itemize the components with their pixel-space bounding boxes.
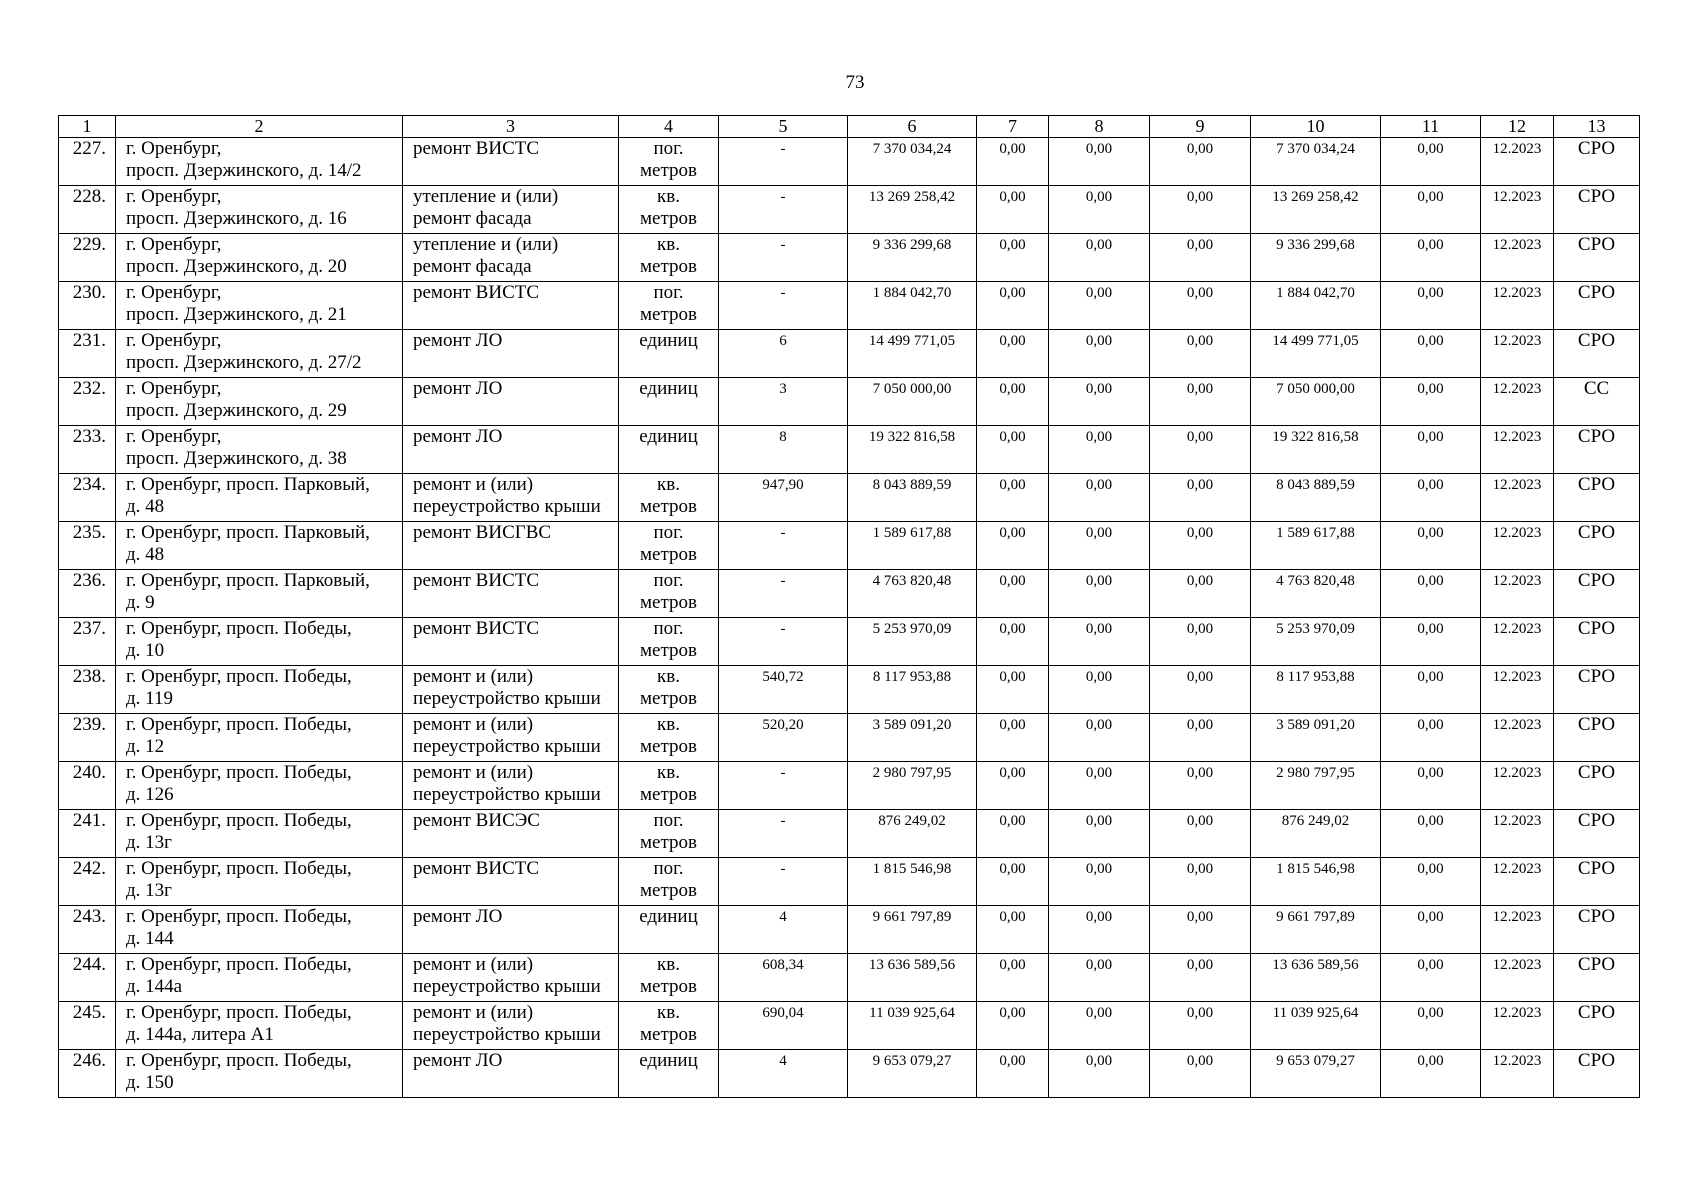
table-row: [59, 186, 1640, 234]
work-type-cell: ремонт ВИСТС: [403, 618, 619, 666]
column-number-6: 6: [848, 116, 977, 138]
unit-cell: пог. метров: [619, 282, 719, 330]
local-budget-cell: 0,00: [1150, 618, 1251, 666]
other-sources-cell: 0,00: [1381, 474, 1481, 522]
unit-cell: кв. метров: [619, 474, 719, 522]
column-number-7: 7: [977, 116, 1049, 138]
funding-method-cell: СРО: [1554, 762, 1640, 810]
fund-cell: 0,00: [977, 714, 1049, 762]
total-cost-cell: 8 117 953,88: [848, 666, 977, 714]
funding-method-cell: СС: [1554, 378, 1640, 426]
table-row: [59, 666, 1640, 714]
address-cell: г. Оренбург, просп. Победы, д. 12: [116, 714, 403, 762]
address-cell: г. Оренбург, просп. Победы, д. 144а: [116, 954, 403, 1002]
work-type-cell: ремонт и (или) переустройство крыши: [403, 1002, 619, 1050]
work-type-cell: утепление и (или) ремонт фасада: [403, 234, 619, 282]
page-number: 73: [845, 72, 865, 93]
row-number-cell: 232.: [59, 378, 116, 426]
row-number-cell: 245.: [59, 1002, 116, 1050]
completion-date-cell: 12.2023: [1481, 234, 1554, 282]
row-number-cell: 246.: [59, 1050, 116, 1098]
work-type-cell: ремонт ВИСТС: [403, 138, 619, 186]
address-cell: г. Оренбург, просп. Дзержинского, д. 16: [116, 186, 403, 234]
completion-date-cell: 12.2023: [1481, 666, 1554, 714]
quantity-cell: -: [719, 570, 848, 618]
total-cost-cell: 1 884 042,70: [848, 282, 977, 330]
other-sources-cell: 0,00: [1381, 282, 1481, 330]
row-number-cell: 242.: [59, 858, 116, 906]
column-number-4: 4: [619, 116, 719, 138]
completion-date-cell: 12.2023: [1481, 522, 1554, 570]
row-number-cell: 237.: [59, 618, 116, 666]
regional-budget-cell: 0,00: [1049, 138, 1150, 186]
total-cost-cell: 19 322 816,58: [848, 426, 977, 474]
table-row: [59, 618, 1640, 666]
table-row: [59, 282, 1640, 330]
address-cell: г. Оренбург, просп. Победы, д. 150: [116, 1050, 403, 1098]
row-number-cell: 234.: [59, 474, 116, 522]
funding-method-cell: СРО: [1554, 666, 1640, 714]
table-row: [59, 906, 1640, 954]
row-number-cell: 233.: [59, 426, 116, 474]
funding-method-cell: СРО: [1554, 138, 1640, 186]
row-number-cell: 238.: [59, 666, 116, 714]
owners-funds-cell: 7 370 034,24: [1251, 138, 1381, 186]
regional-budget-cell: 0,00: [1049, 714, 1150, 762]
local-budget-cell: 0,00: [1150, 810, 1251, 858]
other-sources-cell: 0,00: [1381, 762, 1481, 810]
table-row: [59, 858, 1640, 906]
owners-funds-cell: 876 249,02: [1251, 810, 1381, 858]
fund-cell: 0,00: [977, 282, 1049, 330]
row-number-cell: 244.: [59, 954, 116, 1002]
fund-cell: 0,00: [977, 426, 1049, 474]
funding-method-cell: СРО: [1554, 858, 1640, 906]
completion-date-cell: 12.2023: [1481, 138, 1554, 186]
other-sources-cell: 0,00: [1381, 138, 1481, 186]
address-cell: г. Оренбург, просп. Победы, д. 144а, литера А1: [116, 1002, 403, 1050]
other-sources-cell: 0,00: [1381, 618, 1481, 666]
work-type-cell: ремонт ВИСТС: [403, 858, 619, 906]
owners-funds-cell: 14 499 771,05: [1251, 330, 1381, 378]
unit-cell: единиц: [619, 906, 719, 954]
local-budget-cell: 0,00: [1150, 282, 1251, 330]
fund-cell: 0,00: [977, 474, 1049, 522]
quantity-cell: 947,90: [719, 474, 848, 522]
quantity-cell: -: [719, 234, 848, 282]
local-budget-cell: 0,00: [1150, 666, 1251, 714]
unit-cell: единиц: [619, 426, 719, 474]
table-row: [59, 810, 1640, 858]
completion-date-cell: 12.2023: [1481, 282, 1554, 330]
completion-date-cell: 12.2023: [1481, 906, 1554, 954]
column-number-12: 12: [1481, 116, 1554, 138]
total-cost-cell: 1 815 546,98: [848, 858, 977, 906]
regional-budget-cell: 0,00: [1049, 234, 1150, 282]
fund-cell: 0,00: [977, 234, 1049, 282]
unit-cell: кв. метров: [619, 714, 719, 762]
owners-funds-cell: 8 043 889,59: [1251, 474, 1381, 522]
unit-cell: кв. метров: [619, 954, 719, 1002]
row-number-cell: 243.: [59, 906, 116, 954]
local-budget-cell: 0,00: [1150, 138, 1251, 186]
unit-cell: кв. метров: [619, 762, 719, 810]
table-row: [59, 234, 1640, 282]
table-row: [59, 762, 1640, 810]
address-cell: г. Оренбург, просп. Победы, д. 119: [116, 666, 403, 714]
unit-cell: пог. метров: [619, 138, 719, 186]
regional-budget-cell: 0,00: [1049, 522, 1150, 570]
fund-cell: 0,00: [977, 858, 1049, 906]
funding-method-cell: СРО: [1554, 714, 1640, 762]
quantity-cell: -: [719, 186, 848, 234]
column-number-5: 5: [719, 116, 848, 138]
regional-budget-cell: 0,00: [1049, 618, 1150, 666]
quantity-cell: -: [719, 522, 848, 570]
funding-method-cell: СРО: [1554, 186, 1640, 234]
table-row: [59, 474, 1640, 522]
table-row: [59, 378, 1640, 426]
regional-budget-cell: 0,00: [1049, 810, 1150, 858]
regional-budget-cell: 0,00: [1049, 666, 1150, 714]
completion-date-cell: 12.2023: [1481, 186, 1554, 234]
other-sources-cell: 0,00: [1381, 1050, 1481, 1098]
column-number-9: 9: [1150, 116, 1251, 138]
address-cell: г. Оренбург, просп. Парковый, д. 48: [116, 522, 403, 570]
quantity-cell: -: [719, 138, 848, 186]
local-budget-cell: 0,00: [1150, 522, 1251, 570]
unit-cell: единиц: [619, 330, 719, 378]
fund-cell: 0,00: [977, 1002, 1049, 1050]
total-cost-cell: 7 370 034,24: [848, 138, 977, 186]
local-budget-cell: 0,00: [1150, 714, 1251, 762]
regional-budget-cell: 0,00: [1049, 954, 1150, 1002]
local-budget-cell: 0,00: [1150, 954, 1251, 1002]
unit-cell: пог. метров: [619, 810, 719, 858]
owners-funds-cell: 5 253 970,09: [1251, 618, 1381, 666]
regional-budget-cell: 0,00: [1049, 426, 1150, 474]
local-budget-cell: 0,00: [1150, 570, 1251, 618]
address-cell: г. Оренбург, просп. Победы, д. 126: [116, 762, 403, 810]
completion-date-cell: 12.2023: [1481, 330, 1554, 378]
fund-cell: 0,00: [977, 906, 1049, 954]
row-number-cell: 228.: [59, 186, 116, 234]
work-type-cell: ремонт ЛО: [403, 1050, 619, 1098]
local-budget-cell: 0,00: [1150, 1002, 1251, 1050]
work-type-cell: ремонт и (или) переустройство крыши: [403, 762, 619, 810]
other-sources-cell: 0,00: [1381, 714, 1481, 762]
work-type-cell: ремонт ВИСГВС: [403, 522, 619, 570]
row-number-cell: 229.: [59, 234, 116, 282]
fund-cell: 0,00: [977, 762, 1049, 810]
funding-method-cell: СРО: [1554, 282, 1640, 330]
fund-cell: 0,00: [977, 138, 1049, 186]
other-sources-cell: 0,00: [1381, 954, 1481, 1002]
total-cost-cell: 14 499 771,05: [848, 330, 977, 378]
address-cell: г. Оренбург, просп. Дзержинского, д. 14/2: [116, 138, 403, 186]
work-type-cell: ремонт ВИСЭС: [403, 810, 619, 858]
quantity-cell: -: [719, 858, 848, 906]
work-type-cell: ремонт и (или) переустройство крыши: [403, 666, 619, 714]
completion-date-cell: 12.2023: [1481, 954, 1554, 1002]
funding-method-cell: СРО: [1554, 474, 1640, 522]
completion-date-cell: 12.2023: [1481, 570, 1554, 618]
funding-method-cell: СРО: [1554, 426, 1640, 474]
total-cost-cell: 9 661 797,89: [848, 906, 977, 954]
work-type-cell: ремонт ЛО: [403, 330, 619, 378]
other-sources-cell: 0,00: [1381, 330, 1481, 378]
owners-funds-cell: 3 589 091,20: [1251, 714, 1381, 762]
fund-cell: 0,00: [977, 954, 1049, 1002]
completion-date-cell: 12.2023: [1481, 426, 1554, 474]
other-sources-cell: 0,00: [1381, 666, 1481, 714]
work-type-cell: ремонт ЛО: [403, 426, 619, 474]
owners-funds-cell: 13 636 589,56: [1251, 954, 1381, 1002]
quantity-cell: 690,04: [719, 1002, 848, 1050]
other-sources-cell: 0,00: [1381, 570, 1481, 618]
funding-method-cell: СРО: [1554, 330, 1640, 378]
local-budget-cell: 0,00: [1150, 378, 1251, 426]
row-number-cell: 240.: [59, 762, 116, 810]
other-sources-cell: 0,00: [1381, 426, 1481, 474]
total-cost-cell: 13 636 589,56: [848, 954, 977, 1002]
completion-date-cell: 12.2023: [1481, 1002, 1554, 1050]
funding-method-cell: СРО: [1554, 1050, 1640, 1098]
owners-funds-cell: 1 815 546,98: [1251, 858, 1381, 906]
other-sources-cell: 0,00: [1381, 522, 1481, 570]
regional-budget-cell: 0,00: [1049, 474, 1150, 522]
owners-funds-cell: 1 884 042,70: [1251, 282, 1381, 330]
local-budget-cell: 0,00: [1150, 474, 1251, 522]
other-sources-cell: 0,00: [1381, 1002, 1481, 1050]
funding-method-cell: СРО: [1554, 906, 1640, 954]
quantity-cell: -: [719, 618, 848, 666]
other-sources-cell: 0,00: [1381, 186, 1481, 234]
total-cost-cell: 3 589 091,20: [848, 714, 977, 762]
owners-funds-cell: 1 589 617,88: [1251, 522, 1381, 570]
quantity-cell: 8: [719, 426, 848, 474]
unit-cell: единиц: [619, 1050, 719, 1098]
row-number-cell: 239.: [59, 714, 116, 762]
local-budget-cell: 0,00: [1150, 330, 1251, 378]
owners-funds-cell: 2 980 797,95: [1251, 762, 1381, 810]
unit-cell: кв. метров: [619, 186, 719, 234]
row-number-cell: 235.: [59, 522, 116, 570]
table-header-row: [59, 116, 1640, 138]
unit-cell: пог. метров: [619, 858, 719, 906]
funding-method-cell: СРО: [1554, 1002, 1640, 1050]
other-sources-cell: 0,00: [1381, 810, 1481, 858]
total-cost-cell: 1 589 617,88: [848, 522, 977, 570]
regional-budget-cell: 0,00: [1049, 1002, 1150, 1050]
regional-budget-cell: 0,00: [1049, 186, 1150, 234]
funding-method-cell: СРО: [1554, 810, 1640, 858]
funding-method-cell: СРО: [1554, 570, 1640, 618]
table-row: [59, 138, 1640, 186]
total-cost-cell: 7 050 000,00: [848, 378, 977, 426]
address-cell: г. Оренбург, просп. Парковый, д. 9: [116, 570, 403, 618]
local-budget-cell: 0,00: [1150, 426, 1251, 474]
owners-funds-cell: 9 661 797,89: [1251, 906, 1381, 954]
table-row: [59, 954, 1640, 1002]
table-row: [59, 426, 1640, 474]
address-cell: г. Оренбург, просп. Победы, д. 13г: [116, 858, 403, 906]
total-cost-cell: 5 253 970,09: [848, 618, 977, 666]
row-number-cell: 227.: [59, 138, 116, 186]
unit-cell: пог. метров: [619, 570, 719, 618]
completion-date-cell: 12.2023: [1481, 1050, 1554, 1098]
table-row: [59, 522, 1640, 570]
column-number-1: 1: [59, 116, 116, 138]
owners-funds-cell: 8 117 953,88: [1251, 666, 1381, 714]
table-row: [59, 330, 1640, 378]
unit-cell: единиц: [619, 378, 719, 426]
work-type-cell: утепление и (или) ремонт фасада: [403, 186, 619, 234]
local-budget-cell: 0,00: [1150, 906, 1251, 954]
column-number-10: 10: [1251, 116, 1381, 138]
total-cost-cell: 11 039 925,64: [848, 1002, 977, 1050]
owners-funds-cell: 13 269 258,42: [1251, 186, 1381, 234]
regional-budget-cell: 0,00: [1049, 1050, 1150, 1098]
total-cost-cell: 8 043 889,59: [848, 474, 977, 522]
work-type-cell: ремонт и (или) переустройство крыши: [403, 714, 619, 762]
regional-budget-cell: 0,00: [1049, 282, 1150, 330]
address-cell: г. Оренбург, просп. Дзержинского, д. 27/2: [116, 330, 403, 378]
regional-budget-cell: 0,00: [1049, 330, 1150, 378]
unit-cell: пог. метров: [619, 618, 719, 666]
total-cost-cell: 2 980 797,95: [848, 762, 977, 810]
quantity-cell: -: [719, 762, 848, 810]
other-sources-cell: 0,00: [1381, 378, 1481, 426]
fund-cell: 0,00: [977, 810, 1049, 858]
work-type-cell: ремонт ВИСТС: [403, 570, 619, 618]
work-type-cell: ремонт ЛО: [403, 906, 619, 954]
quantity-cell: 4: [719, 1050, 848, 1098]
total-cost-cell: 9 336 299,68: [848, 234, 977, 282]
funding-method-cell: СРО: [1554, 522, 1640, 570]
row-number-cell: 230.: [59, 282, 116, 330]
regional-budget-cell: 0,00: [1049, 858, 1150, 906]
fund-cell: 0,00: [977, 378, 1049, 426]
funding-method-cell: СРО: [1554, 234, 1640, 282]
total-cost-cell: 13 269 258,42: [848, 186, 977, 234]
fund-cell: 0,00: [977, 522, 1049, 570]
table-row: [59, 1002, 1640, 1050]
row-number-cell: 236.: [59, 570, 116, 618]
local-budget-cell: 0,00: [1150, 858, 1251, 906]
column-number-3: 3: [403, 116, 619, 138]
address-cell: г. Оренбург, просп. Дзержинского, д. 21: [116, 282, 403, 330]
completion-date-cell: 12.2023: [1481, 810, 1554, 858]
unit-cell: кв. метров: [619, 1002, 719, 1050]
other-sources-cell: 0,00: [1381, 234, 1481, 282]
other-sources-cell: 0,00: [1381, 858, 1481, 906]
quantity-cell: 608,34: [719, 954, 848, 1002]
address-cell: г. Оренбург, просп. Дзержинского, д. 29: [116, 378, 403, 426]
fund-cell: 0,00: [977, 618, 1049, 666]
fund-cell: 0,00: [977, 186, 1049, 234]
regional-budget-cell: 0,00: [1049, 762, 1150, 810]
column-number-13: 13: [1554, 116, 1640, 138]
quantity-cell: 4: [719, 906, 848, 954]
work-type-cell: ремонт и (или) переустройство крыши: [403, 474, 619, 522]
address-cell: г. Оренбург, просп. Парковый, д. 48: [116, 474, 403, 522]
address-cell: г. Оренбург, просп. Победы, д. 10: [116, 618, 403, 666]
table-row: [59, 714, 1640, 762]
quantity-cell: -: [719, 282, 848, 330]
regional-budget-cell: 0,00: [1049, 378, 1150, 426]
total-cost-cell: 876 249,02: [848, 810, 977, 858]
completion-date-cell: 12.2023: [1481, 378, 1554, 426]
total-cost-cell: 4 763 820,48: [848, 570, 977, 618]
owners-funds-cell: 19 322 816,58: [1251, 426, 1381, 474]
row-number-cell: 241.: [59, 810, 116, 858]
table-row: [59, 1050, 1640, 1098]
unit-cell: пог. метров: [619, 522, 719, 570]
column-number-8: 8: [1049, 116, 1150, 138]
row-number-cell: 231.: [59, 330, 116, 378]
work-type-cell: ремонт и (или) переустройство крыши: [403, 954, 619, 1002]
total-cost-cell: 9 653 079,27: [848, 1050, 977, 1098]
fund-cell: 0,00: [977, 1050, 1049, 1098]
owners-funds-cell: 7 050 000,00: [1251, 378, 1381, 426]
owners-funds-cell: 11 039 925,64: [1251, 1002, 1381, 1050]
column-number-2: 2: [116, 116, 403, 138]
fund-cell: 0,00: [977, 330, 1049, 378]
owners-funds-cell: 9 336 299,68: [1251, 234, 1381, 282]
local-budget-cell: 0,00: [1150, 1050, 1251, 1098]
completion-date-cell: 12.2023: [1481, 618, 1554, 666]
owners-funds-cell: 4 763 820,48: [1251, 570, 1381, 618]
column-number-11: 11: [1381, 116, 1481, 138]
other-sources-cell: 0,00: [1381, 906, 1481, 954]
completion-date-cell: 12.2023: [1481, 474, 1554, 522]
regional-budget-cell: 0,00: [1049, 906, 1150, 954]
unit-cell: кв. метров: [619, 666, 719, 714]
fund-cell: 0,00: [977, 570, 1049, 618]
unit-cell: кв. метров: [619, 234, 719, 282]
address-cell: г. Оренбург, просп. Победы, д. 144: [116, 906, 403, 954]
work-type-cell: ремонт ЛО: [403, 378, 619, 426]
table-row: [59, 570, 1640, 618]
owners-funds-cell: 9 653 079,27: [1251, 1050, 1381, 1098]
quantity-cell: 520,20: [719, 714, 848, 762]
quantity-cell: 540,72: [719, 666, 848, 714]
work-type-cell: ремонт ВИСТС: [403, 282, 619, 330]
local-budget-cell: 0,00: [1150, 762, 1251, 810]
local-budget-cell: 0,00: [1150, 234, 1251, 282]
regional-budget-cell: 0,00: [1049, 570, 1150, 618]
address-cell: г. Оренбург, просп. Дзержинского, д. 20: [116, 234, 403, 282]
completion-date-cell: 12.2023: [1481, 762, 1554, 810]
quantity-cell: -: [719, 810, 848, 858]
local-budget-cell: 0,00: [1150, 186, 1251, 234]
quantity-cell: 3: [719, 378, 848, 426]
quantity-cell: 6: [719, 330, 848, 378]
funding-method-cell: СРО: [1554, 618, 1640, 666]
completion-date-cell: 12.2023: [1481, 714, 1554, 762]
address-cell: г. Оренбург, просп. Дзержинского, д. 38: [116, 426, 403, 474]
completion-date-cell: 12.2023: [1481, 858, 1554, 906]
fund-cell: 0,00: [977, 666, 1049, 714]
capital-repair-table: [58, 115, 1640, 1098]
address-cell: г. Оренбург, просп. Победы, д. 13г: [116, 810, 403, 858]
funding-method-cell: СРО: [1554, 954, 1640, 1002]
